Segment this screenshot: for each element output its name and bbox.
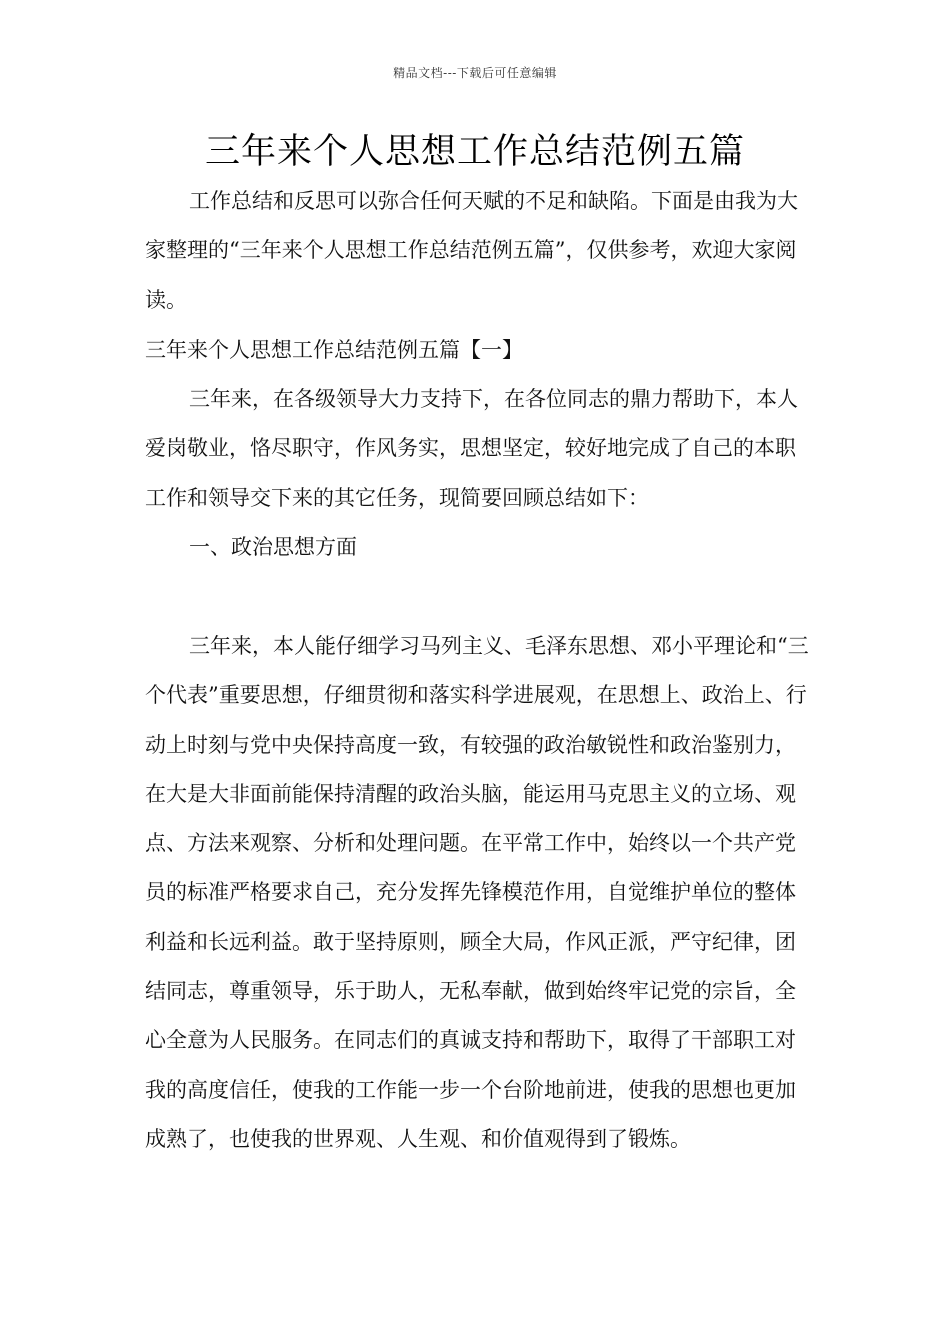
- subheading-politics: 一、政治思想方面: [189, 535, 357, 559]
- opening-paragraph: 三年来，在各级领导大力支持下，在各位同志的鼎力帮助下，本人爱岗敬业，恪尽职守，作风务实，思想坚定，较好地完成了自己的本职工作和领导交下来的其它任务，现简要回顾总结如下：: [145, 387, 798, 510]
- document-title: 三年来个人思想工作总结范例五篇: [204, 132, 745, 172]
- header-note: 精品文档---下载后可任意编辑: [393, 66, 557, 80]
- politics-paragraph: 三年来，本人能仔细学习马列主义、毛泽东思想、邓小平理论和“三个代表”重要思想，仔细贯彻和落实科学进展观，在思想上、政治上、行动上时刻与党中央保持高度一致，有较强的政治敏锐性和政治鉴别力，在大是大非面前能保持清醒的政治头脑，能运用马克思主义的立场、观点、方法来观察、分析和处理问题。在平常工作中，始终以一个共产党员的标准严格要求自己，充分发挥先锋模范作用，自觉维护单位的整体利益和长远利益。敢于坚持原则，顾全大局，作风正派，严守纪律，团结同志，尊重领导，乐于助人，无私奉献，做到始终牢记党的宗旨，全心全意为人民服务。在同志们的真诚支持和帮助下，取得了干部职工对我的高度信任，使我的工作能一步一个台阶地前进，使我的思想也更加成熟了，也使我的世界观、人生观、和价值观得到了锻炼。: [145, 634, 809, 1151]
- section-heading: 三年来个人思想工作总结范例五篇【一】: [145, 338, 523, 362]
- intro-paragraph: 工作总结和反思可以弥合任何天赋的不足和缺陷。下面是由我为大家整理的“三年来个人思想工作总结范例五篇”，仅供参考，欢迎大家阅读。: [145, 189, 798, 312]
